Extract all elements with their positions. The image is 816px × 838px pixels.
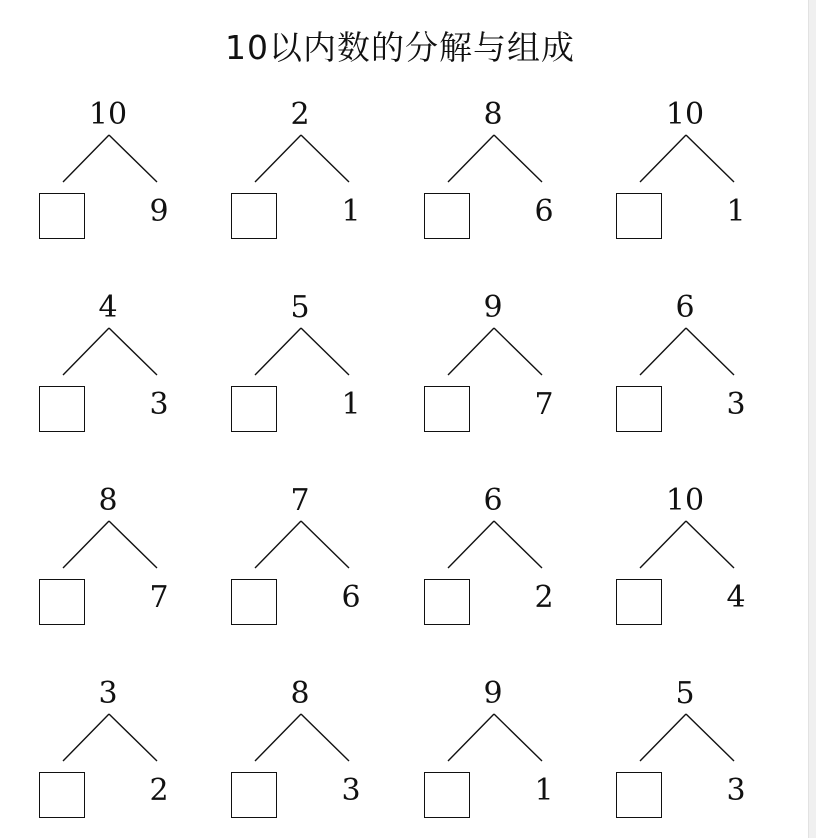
whole-number: 5 xyxy=(675,676,695,711)
number-bond-problem xyxy=(229,483,379,633)
whole-number: 10 xyxy=(665,483,705,518)
number-bond-problem xyxy=(422,290,572,440)
number-bond-problem xyxy=(614,290,764,440)
whole-number: 5 xyxy=(290,290,310,325)
answer-box[interactable] xyxy=(231,386,277,432)
number-bond-problem xyxy=(614,97,764,247)
number-bond-problem xyxy=(422,676,572,826)
answer-box[interactable] xyxy=(231,579,277,625)
known-part-number: 2 xyxy=(149,773,169,808)
answer-box[interactable] xyxy=(424,193,470,239)
number-bond-problem xyxy=(229,97,379,247)
known-part-number: 3 xyxy=(726,387,746,422)
number-bond-problem xyxy=(614,483,764,633)
known-part-number: 3 xyxy=(726,773,746,808)
answer-box[interactable] xyxy=(39,193,85,239)
known-part-number: 1 xyxy=(534,773,554,808)
whole-number: 6 xyxy=(675,290,695,325)
answer-box[interactable] xyxy=(616,193,662,239)
whole-number: 9 xyxy=(483,290,503,325)
right-scroll-strip xyxy=(808,0,816,838)
whole-number: 10 xyxy=(88,97,128,132)
known-part-number: 1 xyxy=(726,194,746,229)
known-part-number: 2 xyxy=(534,580,554,615)
answer-box[interactable] xyxy=(231,193,277,239)
worksheet-title: 10以内数的分解与组成 xyxy=(225,28,575,67)
answer-box[interactable] xyxy=(616,772,662,818)
known-part-number: 6 xyxy=(534,194,554,229)
whole-number: 10 xyxy=(665,97,705,132)
whole-number: 8 xyxy=(98,483,118,518)
answer-box[interactable] xyxy=(424,579,470,625)
whole-number: 7 xyxy=(290,483,310,518)
known-part-number: 1 xyxy=(341,194,361,229)
whole-number: 6 xyxy=(483,483,503,518)
number-bond-problem xyxy=(37,676,187,826)
answer-box[interactable] xyxy=(616,579,662,625)
number-bond-problem xyxy=(614,676,764,826)
whole-number: 8 xyxy=(290,676,310,711)
known-part-number: 3 xyxy=(341,773,361,808)
answer-box[interactable] xyxy=(616,386,662,432)
known-part-number: 4 xyxy=(726,580,746,615)
known-part-number: 9 xyxy=(149,194,169,229)
known-part-number: 7 xyxy=(149,580,169,615)
answer-box[interactable] xyxy=(39,772,85,818)
whole-number: 2 xyxy=(290,97,310,132)
whole-number: 9 xyxy=(483,676,503,711)
number-bond-problem xyxy=(229,676,379,826)
number-bond-problem xyxy=(229,290,379,440)
known-part-number: 7 xyxy=(534,387,554,422)
answer-box[interactable] xyxy=(424,386,470,432)
whole-number: 8 xyxy=(483,97,503,132)
answer-box[interactable] xyxy=(231,772,277,818)
known-part-number: 6 xyxy=(341,580,361,615)
number-bond-problem xyxy=(37,290,187,440)
number-bond-problem xyxy=(422,483,572,633)
whole-number: 4 xyxy=(98,290,118,325)
number-bond-problem xyxy=(422,97,572,247)
answer-box[interactable] xyxy=(39,386,85,432)
answer-box[interactable] xyxy=(424,772,470,818)
known-part-number: 1 xyxy=(341,387,361,422)
whole-number: 3 xyxy=(98,676,118,711)
answer-box[interactable] xyxy=(39,579,85,625)
number-bond-problem xyxy=(37,97,187,247)
number-bond-problem xyxy=(37,483,187,633)
known-part-number: 3 xyxy=(149,387,169,422)
